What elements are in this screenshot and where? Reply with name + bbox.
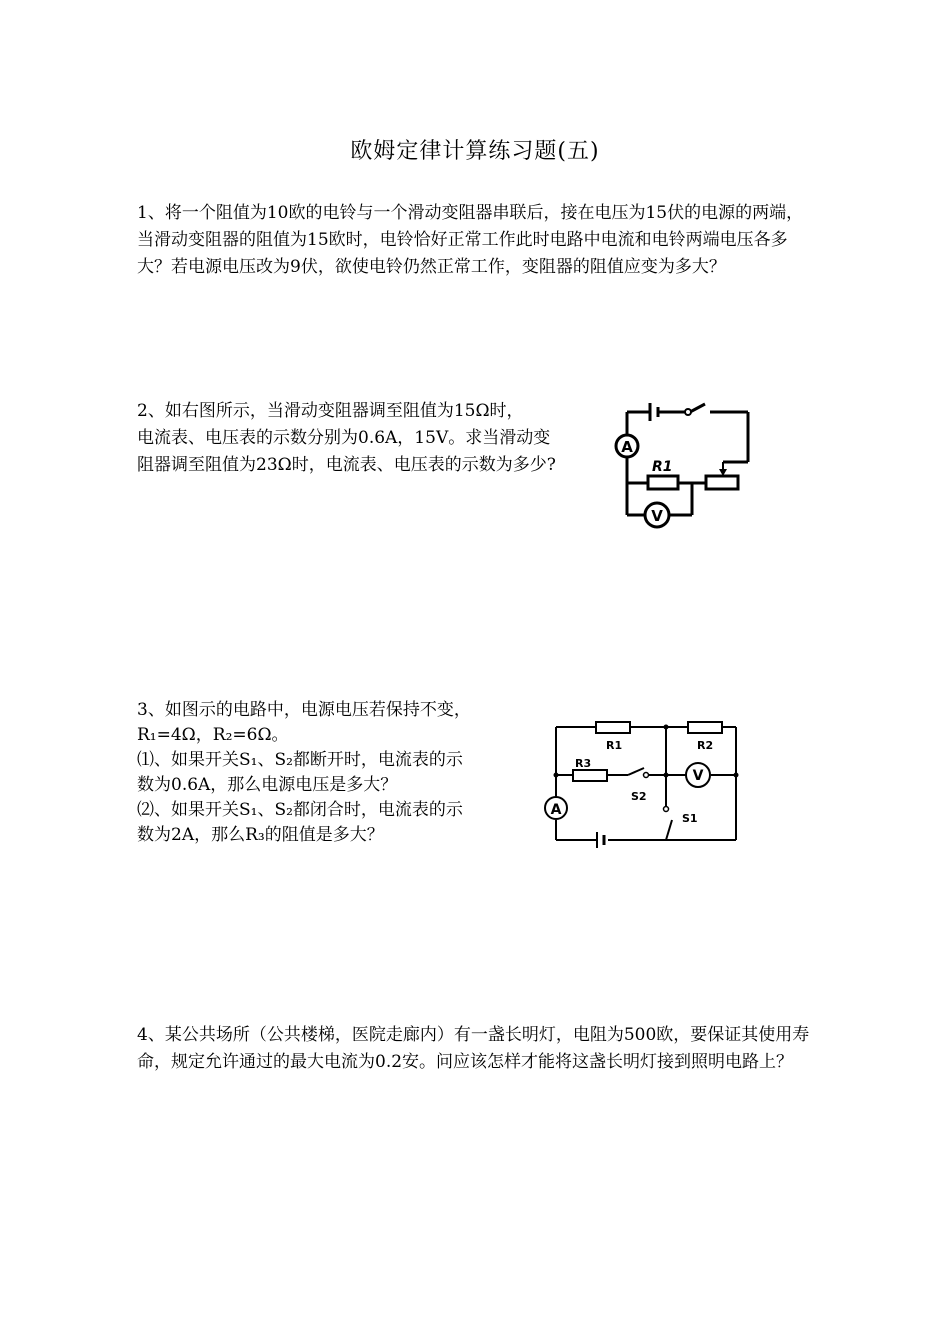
junction-dot <box>664 725 669 730</box>
switch-s1-label: S1 <box>682 812 698 825</box>
resistor-r3 <box>573 770 607 781</box>
junction-dot <box>734 773 739 778</box>
resistor-r1-label: R1 <box>652 459 673 475</box>
switch-contact <box>685 409 691 415</box>
question-3-line-1: 3、如图示的电路中，电源电压若保持不变， <box>137 700 471 720</box>
question-4: 4、某公共场所（公共楼梯，医院走廊内）有一盏长明灯，电阻为500欧，要保证其使用寿命，规定允许通过的最大电流为0.2安。问应该怎样才能将这盏长明灯接到照明电路上？ <box>137 1025 810 1072</box>
ammeter-label: A <box>621 438 633 456</box>
switch-s1-contact <box>664 807 669 812</box>
voltmeter-label: V <box>692 768 704 784</box>
question-3-circuit-diagram <box>540 715 750 855</box>
resistor-r2 <box>688 722 722 733</box>
question-2-line-2: 电流表、电压表的示数分别为0.6A，15V。求当滑动变 <box>137 428 551 448</box>
resistor-r1 <box>596 722 630 733</box>
question-3-line-4: 数为0.6A，那么电源电压是多大？ <box>137 775 398 795</box>
switch-s2-label: S2 <box>631 790 647 803</box>
resistor-r2-label: R2 <box>697 739 714 752</box>
junction-dot <box>554 773 559 778</box>
question-1: 1、将一个阻值为10欧的电铃与一个滑动变阻器串联后，接在电压为15伏的电源的两端，当滑动变阻器的阻值为15欧时，电铃恰好正常工作此时电路中电流和电铃两端电压各多大？若电源电压改为9伏，欲使电铃仍然正常工作，变阻器的阻值应变为多大？ <box>137 203 804 277</box>
question-3-line-5: ⑵、如果开关S₁、S₂都闭合时，电流表的示 <box>137 800 463 820</box>
resistor-r1-label: R1 <box>606 739 623 752</box>
resistor-r1 <box>648 476 678 489</box>
question-3-line-2: R₁=4Ω，R₂=6Ω。 <box>137 725 289 745</box>
junction-dot <box>664 773 669 778</box>
switch-s2-contact <box>644 773 649 778</box>
question-3 <box>137 698 517 848</box>
rheostat <box>706 476 738 489</box>
voltmeter-label: V <box>651 507 663 525</box>
resistor-r3-label: R3 <box>575 757 592 770</box>
question-2-line-1: 2、如右图所示，当滑动变阻器调至阻值为15Ω时， <box>137 401 524 421</box>
question-2-line-3: 阻器调至阻值为23Ω时，电流表、电压表的示数为多少? <box>137 455 556 475</box>
question-2 <box>137 398 607 479</box>
question-3-line-3: ⑴、如果开关S₁、S₂都断开时，电流表的示 <box>137 750 463 770</box>
question-3-line-6: 数为2A，那么R₃的阻值是多大？ <box>137 825 384 845</box>
page-title: 欧姆定律计算练习题(五) <box>350 139 600 164</box>
question-2-circuit-diagram <box>600 398 760 530</box>
ammeter-label: A <box>550 802 562 818</box>
